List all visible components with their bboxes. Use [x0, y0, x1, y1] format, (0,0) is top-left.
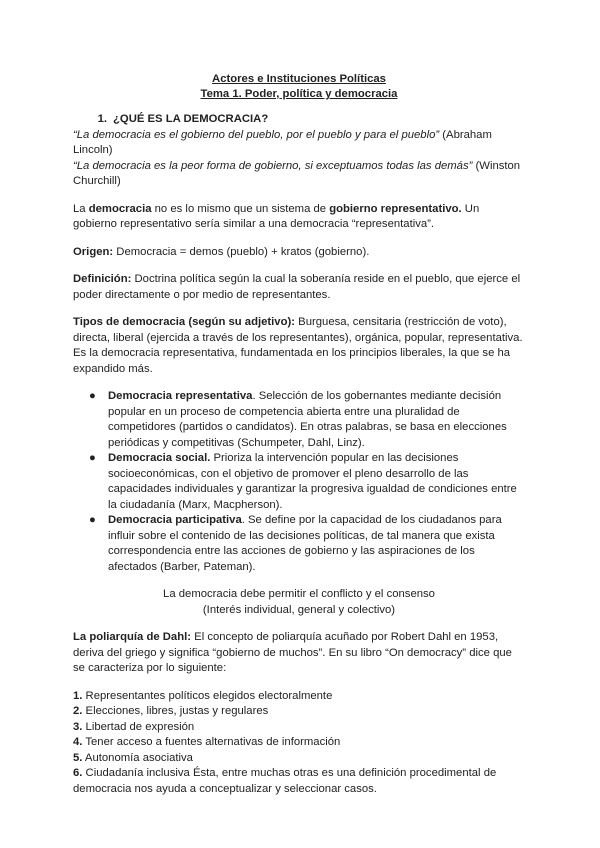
- poliarquia-paragraph: La poliarquía de Dahl: El concepto de poliarquía acuñado por Robert Dahl en 1953, deriva del griego y significa “gobierno de muchos”. En su libro “On democracy” dice que se caracteriza por lo siguiente:: [73, 631, 512, 674]
- origen-paragraph: Origen: Democracia = demos (pueblo) + kratos (gobierno).: [73, 245, 370, 258]
- origen-label: Origen:: [73, 245, 114, 258]
- section-heading: [73, 112, 525, 128]
- centered-line-2: (Interés individual, general y colectivo): [202, 603, 396, 616]
- tipos-label: Tipos de democracia (según su adjetivo):: [73, 316, 296, 328]
- definicion-label: Definición:: [73, 273, 132, 285]
- list-item: ● Democracia representativa. Selección de los gobernantes mediante decisión popular en un proceso de competencia abierta entre una pluralidad de competidores (partidos o candidatos). En otras palabras, se basa en elecciones periódicas y competitivas (Schumpeter, Dahl, Linz).: [89, 390, 507, 449]
- tipos-paragraph: Tipos de democracia (según su adjetivo): Burguesa, censitaria (restricción de voto), directa, liberal (ejercida a través de los representantes), orgánica, popular, representativa. Es la democracia representativa, fundamentada en los principios liberales, la que se ha expandido más.: [73, 316, 523, 375]
- course-title: Actores e Instituciones Políticas: [212, 73, 386, 85]
- list-item: 5. Autonomía asociativa: [73, 751, 193, 764]
- bullet-icon: ●: [89, 452, 96, 464]
- list-item: 4. Tener acceso a fuentes alternativas de información: [73, 736, 341, 748]
- bullet-icon: ●: [89, 390, 96, 402]
- list-item: 3. Libertad de expresión: [73, 720, 195, 733]
- section-title: ¿QUÉ ES LA DEMOCRACIA?: [113, 113, 269, 125]
- section-number: 1.: [97, 113, 107, 125]
- poliarquia-label: La poliarquía de Dahl:: [73, 631, 192, 643]
- intro-paragraph: La democracia no es lo mismo que un sistema de gobierno representativo. Un gobierno representativo sería similar a una democracia “representativa”.: [73, 202, 480, 230]
- topic-title: Tema 1. Poder, política y democracia: [200, 88, 398, 100]
- document-page: [73, 72, 525, 797]
- poliarquia-list: [73, 689, 525, 798]
- quote-author: (Winston Churchill): [73, 159, 521, 187]
- quote-text: “La democracia es el gobierno del pueblo, por el pueblo y para el pueblo”: [73, 128, 440, 141]
- quote-lincoln: [73, 128, 525, 159]
- centered-line-1: La democracia debe permitir el conflicto y el consenso: [163, 588, 435, 600]
- list-item: 6. Ciudadanía inclusiva Ésta, entre muchas otras es una definición procedimental de democracia nos ayuda a conceptualizar y seleccionar casos.: [73, 767, 497, 795]
- quote-churchill: [73, 159, 525, 190]
- democracy-types-list: [73, 389, 525, 575]
- list-item: ● Democracia social. Prioriza la intervención popular en las decisiones socioeconómicas, con el objetivo de promover el pleno desarrollo de las capacidades individuales y garantizar la progresiva igualdad de condiciones entre la ciudadanía (Marx, Macpherson).: [89, 452, 517, 511]
- list-item: ● Democracia participativa. Se define por la capacidad de los ciudadanos para influir sobre el contenido de las decisiones políticas, de tal manera que exista correspondencia entre las acciones de gobierno y las aspiraciones de los afectados (Barber, Pateman).: [89, 514, 502, 573]
- quote-text: “La democracia es la peor forma de gobierno, si exceptuamos todas las demás”: [73, 159, 473, 172]
- bullet-icon: ●: [89, 514, 96, 526]
- definicion-paragraph: Definición: Doctrina política según la cual la soberanía reside en el pueblo, que ejerce el poder directamente o por medio de representantes.: [73, 273, 521, 301]
- list-item: 2. Elecciones, libres, justas y regulares: [73, 705, 269, 717]
- quote-author: (Abraham Lincoln): [73, 128, 492, 156]
- list-item: 1. Representantes políticos elegidos electoralmente: [73, 689, 333, 702]
